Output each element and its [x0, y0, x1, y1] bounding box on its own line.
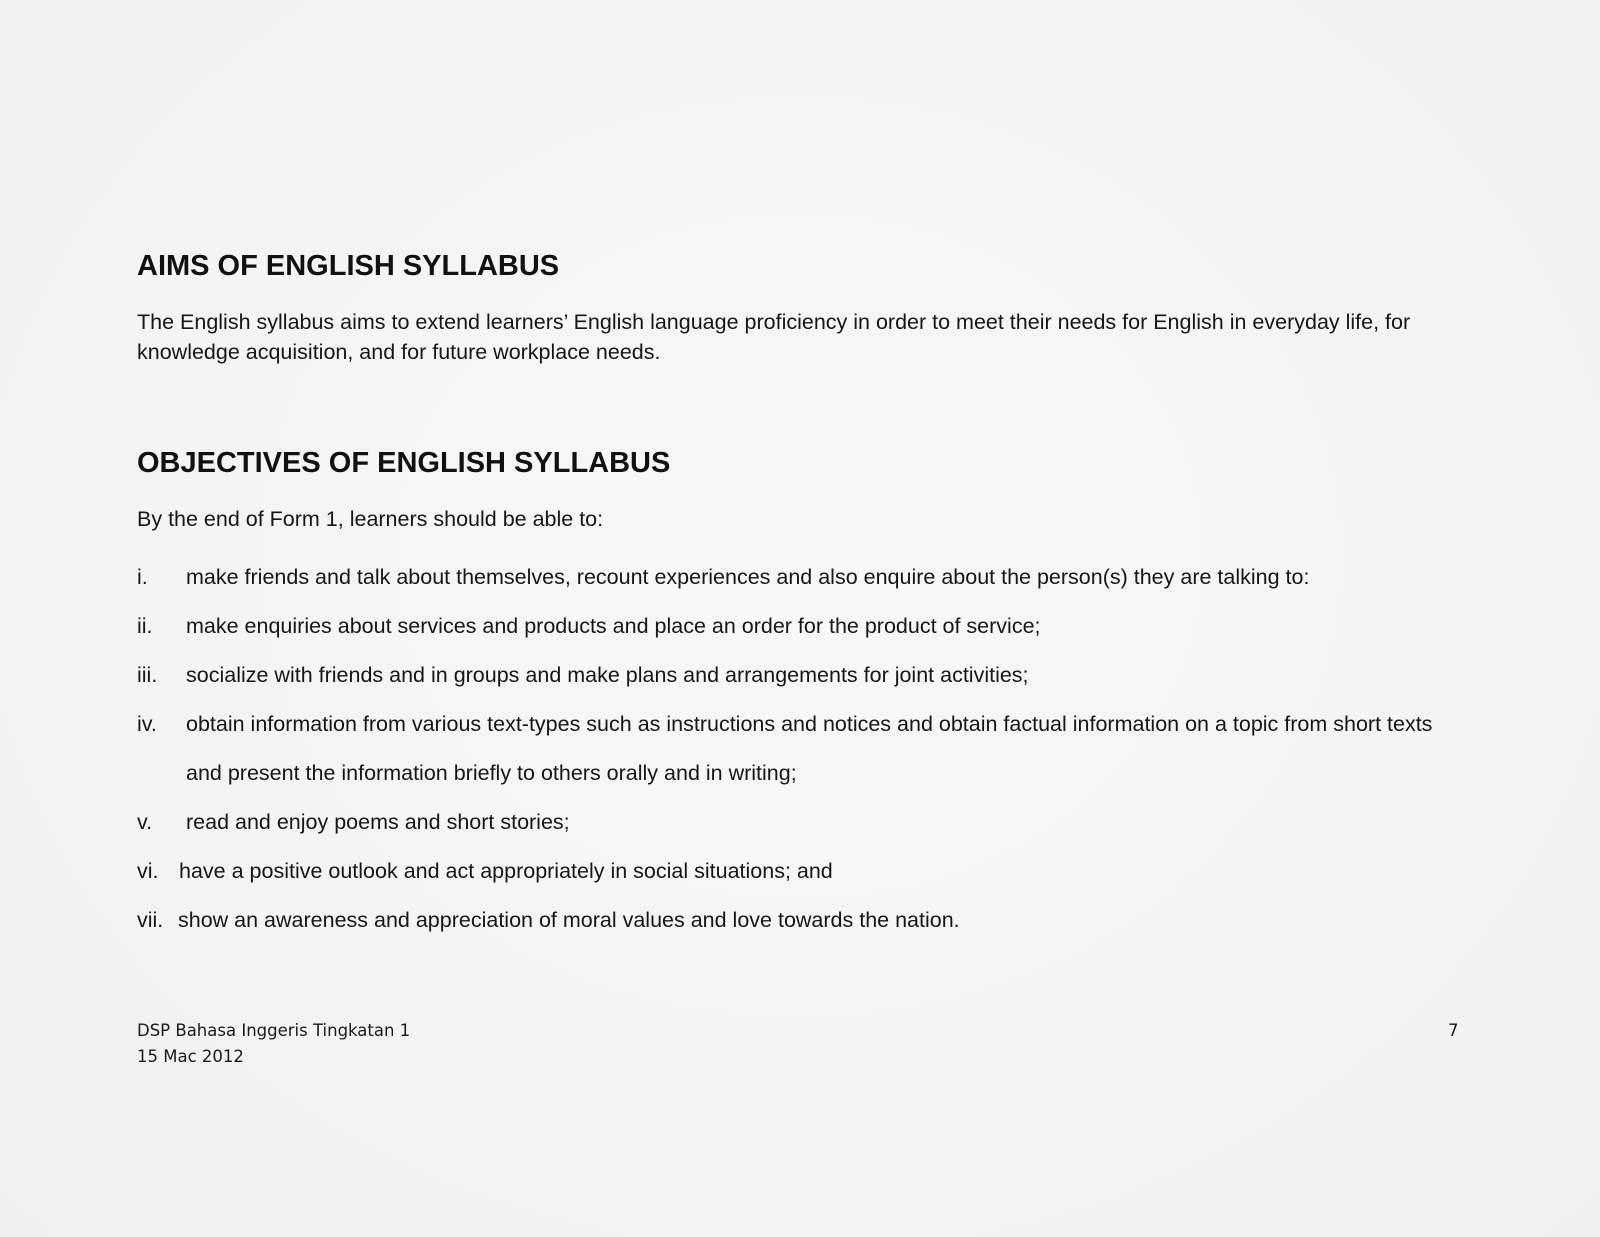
objective-text: socialize with friends and in groups and make plans and arrangements for joint activities; — [186, 663, 1029, 687]
objective-item — [137, 896, 1467, 945]
page-footer — [137, 1018, 410, 1070]
objective-number: vi. — [137, 859, 159, 883]
objective-text: make enquiries about services and products and place an order for the product of service; — [186, 614, 1041, 638]
objective-text: make friends and talk about themselves, recount experiences and also enquire about the person(s) they are talking to: — [186, 565, 1310, 589]
objective-item — [137, 602, 1467, 651]
objectives-heading: OBJECTIVES OF ENGLISH SYLLABUS — [137, 447, 671, 479]
objective-text: show an awareness and appreciation of moral values and love towards the nation. — [178, 908, 960, 932]
objective-number: i. — [137, 565, 148, 589]
objective-text: read and enjoy poems and short stories; — [186, 810, 570, 834]
objective-number: ii. — [137, 614, 153, 638]
aims-heading: AIMS OF ENGLISH SYLLABUS — [137, 250, 560, 282]
footer-date: 15 Mac 2012 — [137, 1047, 244, 1066]
objective-item — [137, 798, 1467, 847]
objectives-list — [137, 553, 1467, 945]
objective-number: vii. — [137, 908, 164, 932]
footer-document-title: DSP Bahasa Inggeris Tingkatan 1 — [137, 1021, 411, 1040]
objective-item — [137, 553, 1467, 602]
objective-item — [137, 847, 1467, 896]
objective-number: iv. — [137, 712, 157, 736]
objective-text: have a positive outlook and act appropriately in social situations; and — [179, 859, 833, 883]
objective-item — [137, 700, 1467, 798]
objective-text: obtain information from various text-types such as instructions and notices and obtain factual information on a topic from short texts and present the information briefly to others orally and in writing; — [186, 712, 1433, 785]
objective-number: iii. — [137, 663, 158, 687]
page-number: 7 — [1448, 1021, 1459, 1040]
objective-number: v. — [137, 810, 153, 834]
aims-paragraph: The English syllabus aims to extend learners’ English language proficiency in order to meet their needs for English in everyday life, for knowledge acquisition, and for future workplace needs. — [137, 310, 1411, 364]
objective-item — [137, 651, 1467, 700]
objectives-intro: By the end of Form 1, learners should be able to: — [137, 507, 604, 531]
